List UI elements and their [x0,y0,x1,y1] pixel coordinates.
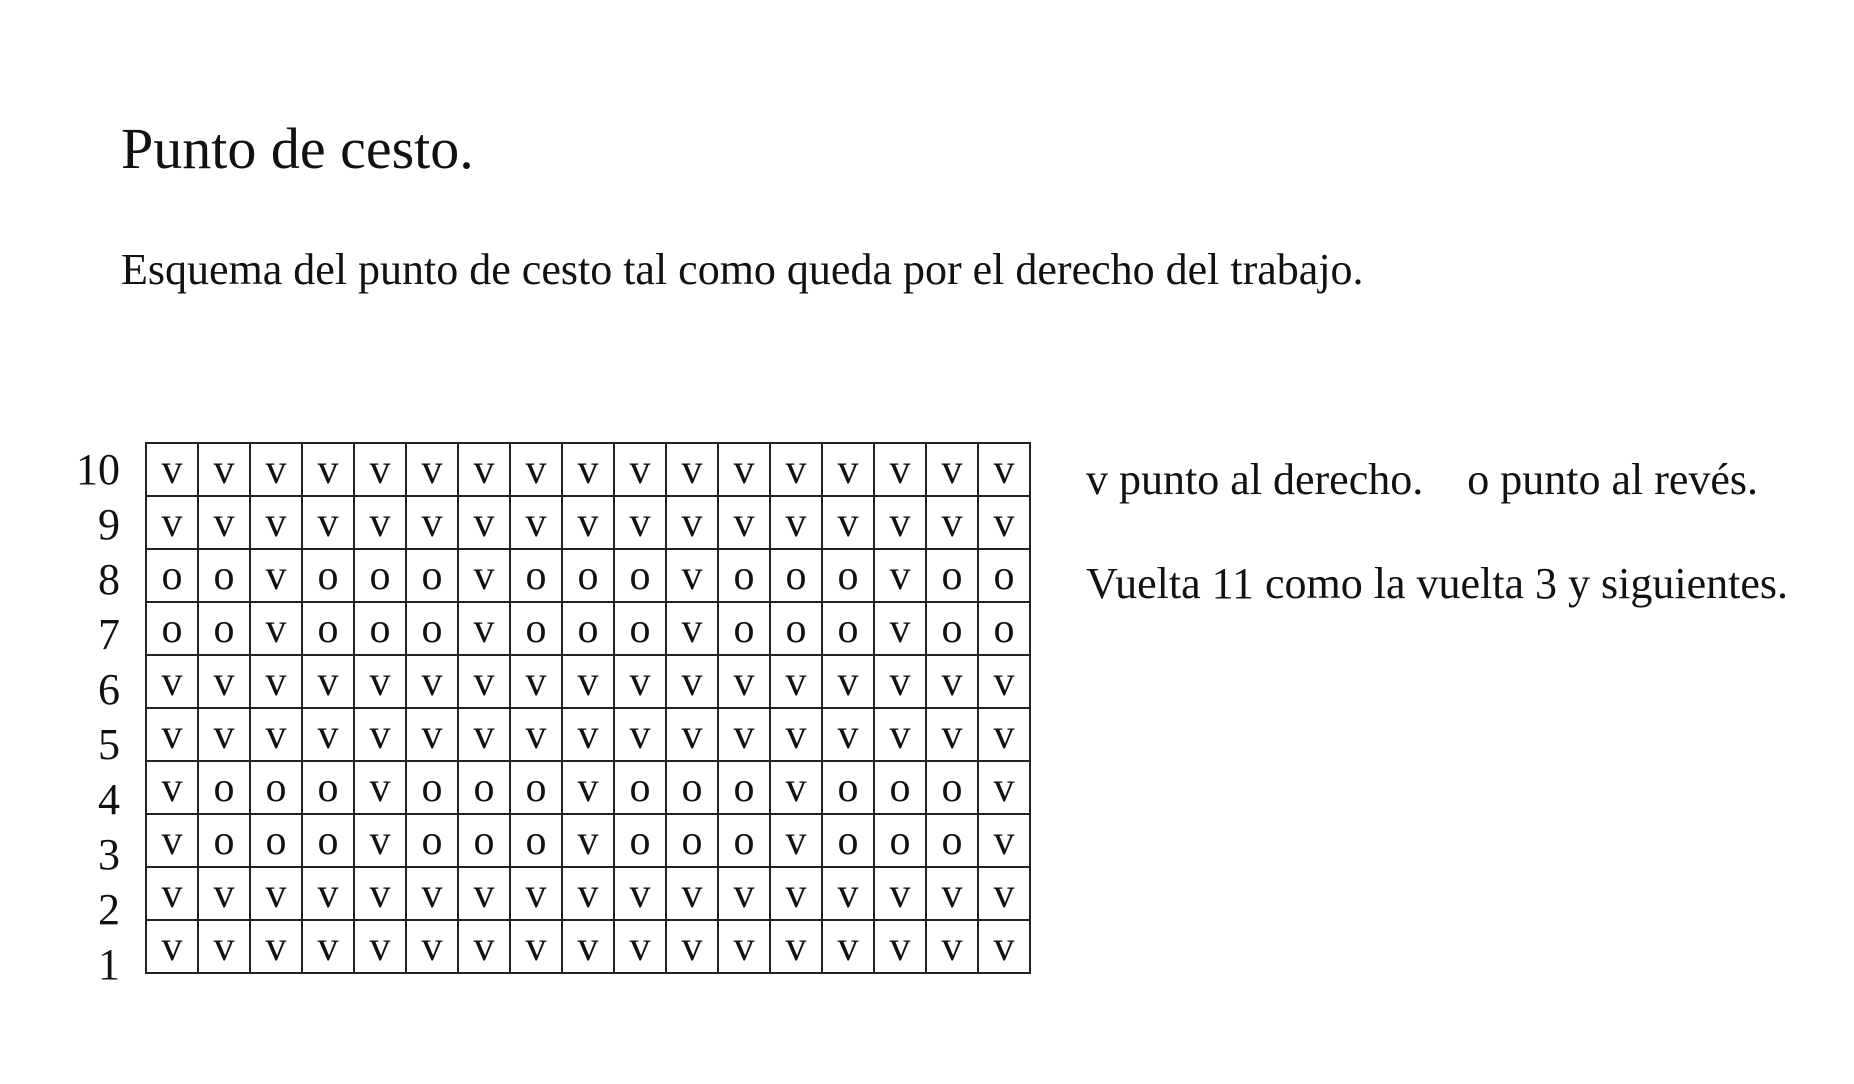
stitch-cell: o [458,761,510,814]
stitch-cell: o [926,761,978,814]
grid-row [146,602,1030,655]
stitch-cell: v [822,443,874,496]
stitch-cell: v [250,602,302,655]
stitch-cell: v [718,496,770,549]
stitch-cell: v [614,655,666,708]
stitch-cell: o [874,814,926,867]
stitch-cell: v [874,496,926,549]
stitch-cell: v [250,920,302,973]
stitch-cell: v [770,655,822,708]
stitch-cell: o [354,549,406,602]
stitch-cell: o [302,549,354,602]
stitch-cell: v [978,814,1030,867]
stitch-cell: v [718,867,770,920]
stitch-cell: v [198,496,250,549]
legend-v-text: v punto al derecho. [1086,455,1424,504]
stitch-cell: o [302,761,354,814]
stitch-cell: v [926,655,978,708]
stitch-cell: v [146,443,198,496]
stitch-cell: o [198,814,250,867]
stitch-cell: v [198,655,250,708]
stitch-cell: v [822,708,874,761]
stitch-cell: v [146,814,198,867]
stitch-cell: v [146,761,198,814]
stitch-cell: v [146,655,198,708]
stitch-cell: v [770,761,822,814]
row-label: 4 [98,775,120,824]
stitch-cell: v [562,814,614,867]
subtitle: Esquema del punto de cesto tal como queda por el derecho del trabajo. [121,245,1364,294]
stitch-cell: v [978,761,1030,814]
stitch-cell: o [198,761,250,814]
stitch-cell: v [718,655,770,708]
stitch-cell: v [770,867,822,920]
stitch-cell: v [666,549,718,602]
row-label: 7 [98,610,120,659]
stitch-cell: v [614,496,666,549]
stitch-cell: v [666,708,718,761]
stitch-cell: v [302,443,354,496]
grid-row [146,867,1030,920]
grid-row [146,443,1030,496]
stitch-cell: v [978,708,1030,761]
stitch-cell: o [458,814,510,867]
stitch-cell: o [718,761,770,814]
stitch-cell: v [666,496,718,549]
stitch-cell: v [562,496,614,549]
stitch-cell: v [874,920,926,973]
stitch-cell: v [614,708,666,761]
stitch-cell: v [666,920,718,973]
stitch-cell: v [978,443,1030,496]
stitch-cell: v [770,443,822,496]
stitch-cell: v [302,655,354,708]
row-label: 2 [98,885,120,934]
stitch-cell: v [562,867,614,920]
stitch-cell: o [926,814,978,867]
stitch-cell: v [458,920,510,973]
stitch-cell: v [978,920,1030,973]
stitch-cell: v [510,443,562,496]
stitch-cell: o [666,814,718,867]
stitch-cell: o [406,549,458,602]
stitch-cell: o [510,549,562,602]
stitch-cell: v [562,920,614,973]
stitch-cell: v [406,867,458,920]
stitch-cell: v [354,867,406,920]
stitch-cell: o [562,549,614,602]
stitch-cell: v [406,655,458,708]
stitch-cell: o [718,814,770,867]
stitch-cell: v [978,867,1030,920]
stitch-cell: v [510,496,562,549]
stitch-cell: v [146,867,198,920]
stitch-cell: v [302,496,354,549]
stitch-cell: o [822,549,874,602]
row-label: 1 [98,940,120,989]
stitch-cell: o [718,602,770,655]
stitch-cell: o [770,549,822,602]
grid-row [146,761,1030,814]
stitch-cell: v [406,920,458,973]
stitch-cell: v [458,549,510,602]
stitch-cell: o [666,761,718,814]
stitch-cell: o [250,761,302,814]
stitch-cell: v [354,814,406,867]
stitch-cell: v [562,761,614,814]
row-labels [60,442,120,992]
stitch-cell: v [770,708,822,761]
stitch-cell: v [250,708,302,761]
stitch-cell: v [146,920,198,973]
grid-row [146,549,1030,602]
stitch-cell: v [874,602,926,655]
stitch-cell: v [354,443,406,496]
stitch-cell: o [406,761,458,814]
legend-o-text: o punto al revés. [1467,455,1759,504]
stitch-cell: v [354,655,406,708]
stitch-cell: v [874,549,926,602]
legend-note: Vuelta 11 como la vuelta 3 y siguientes. [1086,559,1789,608]
stitch-cell: v [718,920,770,973]
stitch-cell: o [926,602,978,655]
stitch-cell: v [302,867,354,920]
stitch-grid [145,442,1031,974]
row-label: 6 [98,665,120,714]
stitch-cell: v [978,655,1030,708]
stitch-cell: v [926,443,978,496]
stitch-cell: o [562,602,614,655]
stitch-cell: v [718,708,770,761]
row-label: 5 [98,720,120,769]
stitch-cell: v [822,655,874,708]
stitch-cell: v [874,655,926,708]
stitch-cell: v [926,920,978,973]
stitch-cell: v [458,708,510,761]
stitch-cell: v [354,920,406,973]
stitch-cell: v [510,655,562,708]
stitch-cell: v [146,496,198,549]
stitch-cell: o [978,549,1030,602]
stitch-cell: v [250,655,302,708]
stitch-cell: v [562,708,614,761]
stitch-cell: v [302,920,354,973]
page-title: Punto de cesto. [121,116,474,181]
stitch-cell: v [458,443,510,496]
stitch-cell: o [250,814,302,867]
stitch-cell: v [926,496,978,549]
stitch-cell: v [510,867,562,920]
stitch-cell: o [510,602,562,655]
stitch-cell: v [614,920,666,973]
stitch-cell: v [614,443,666,496]
grid-row [146,814,1030,867]
stitch-cell: v [302,708,354,761]
stitch-cell: v [718,443,770,496]
stitch-cell: v [926,708,978,761]
stitch-cell: v [458,496,510,549]
stitch-cell: o [614,814,666,867]
stitch-cell: v [822,496,874,549]
row-label: 3 [98,830,120,879]
stitch-cell: v [562,443,614,496]
stitch-cell: v [250,443,302,496]
stitch-cell: v [874,708,926,761]
stitch-cell: o [146,549,198,602]
stitch-cell: o [406,602,458,655]
stitch-cell: o [718,549,770,602]
stitch-cell: v [874,867,926,920]
stitch-cell: v [770,814,822,867]
legend-symbols [1086,455,1759,504]
stitch-cell: v [198,867,250,920]
grid-row [146,708,1030,761]
stitch-cell: o [614,549,666,602]
stitch-cell: v [822,867,874,920]
stitch-cell: v [354,496,406,549]
stitch-cell: v [250,496,302,549]
stitch-cell: v [666,867,718,920]
stitch-cell: v [250,867,302,920]
stitch-cell: v [666,655,718,708]
stitch-cell: o [770,602,822,655]
stitch-cell: o [614,602,666,655]
stitch-cell: o [354,602,406,655]
stitch-cell: o [510,761,562,814]
stitch-cell: v [146,708,198,761]
stitch-cell: o [510,814,562,867]
grid-row [146,496,1030,549]
stitch-cell: v [354,708,406,761]
stitch-cell: v [198,920,250,973]
stitch-cell: o [978,602,1030,655]
stitch-cell: v [198,443,250,496]
stitch-cell: o [822,761,874,814]
stitch-cell: o [822,814,874,867]
stitch-cell: o [926,549,978,602]
stitch-cell: o [822,602,874,655]
stitch-cell: v [406,708,458,761]
stitch-cell: v [458,655,510,708]
stitch-cell: v [406,496,458,549]
row-label: 9 [98,500,120,549]
stitch-cell: o [198,602,250,655]
stitch-cell: o [198,549,250,602]
stitch-cell: o [406,814,458,867]
stitch-cell: v [562,655,614,708]
stitch-cell: v [770,496,822,549]
stitch-cell: v [770,920,822,973]
stitch-cell: o [146,602,198,655]
stitch-cell: v [458,602,510,655]
stitch-cell: v [510,708,562,761]
stitch-cell: v [250,549,302,602]
stitch-cell: o [874,761,926,814]
stitch-cell: v [458,867,510,920]
stitch-cell: v [874,443,926,496]
stitch-cell: o [302,814,354,867]
stitch-cell: v [666,443,718,496]
stitch-cell: v [354,761,406,814]
stitch-cell: v [614,867,666,920]
grid-row [146,655,1030,708]
stitch-cell: v [406,443,458,496]
stitch-cell: v [926,867,978,920]
stitch-cell: v [822,920,874,973]
stitch-cell: v [510,920,562,973]
stitch-chart [60,442,1031,992]
stitch-cell: v [978,496,1030,549]
stitch-cell: o [614,761,666,814]
stitch-cell: o [302,602,354,655]
stitch-cell: v [198,708,250,761]
stitch-cell: v [666,602,718,655]
row-label: 8 [98,555,120,604]
row-label: 10 [76,445,120,494]
grid-row [146,920,1030,973]
